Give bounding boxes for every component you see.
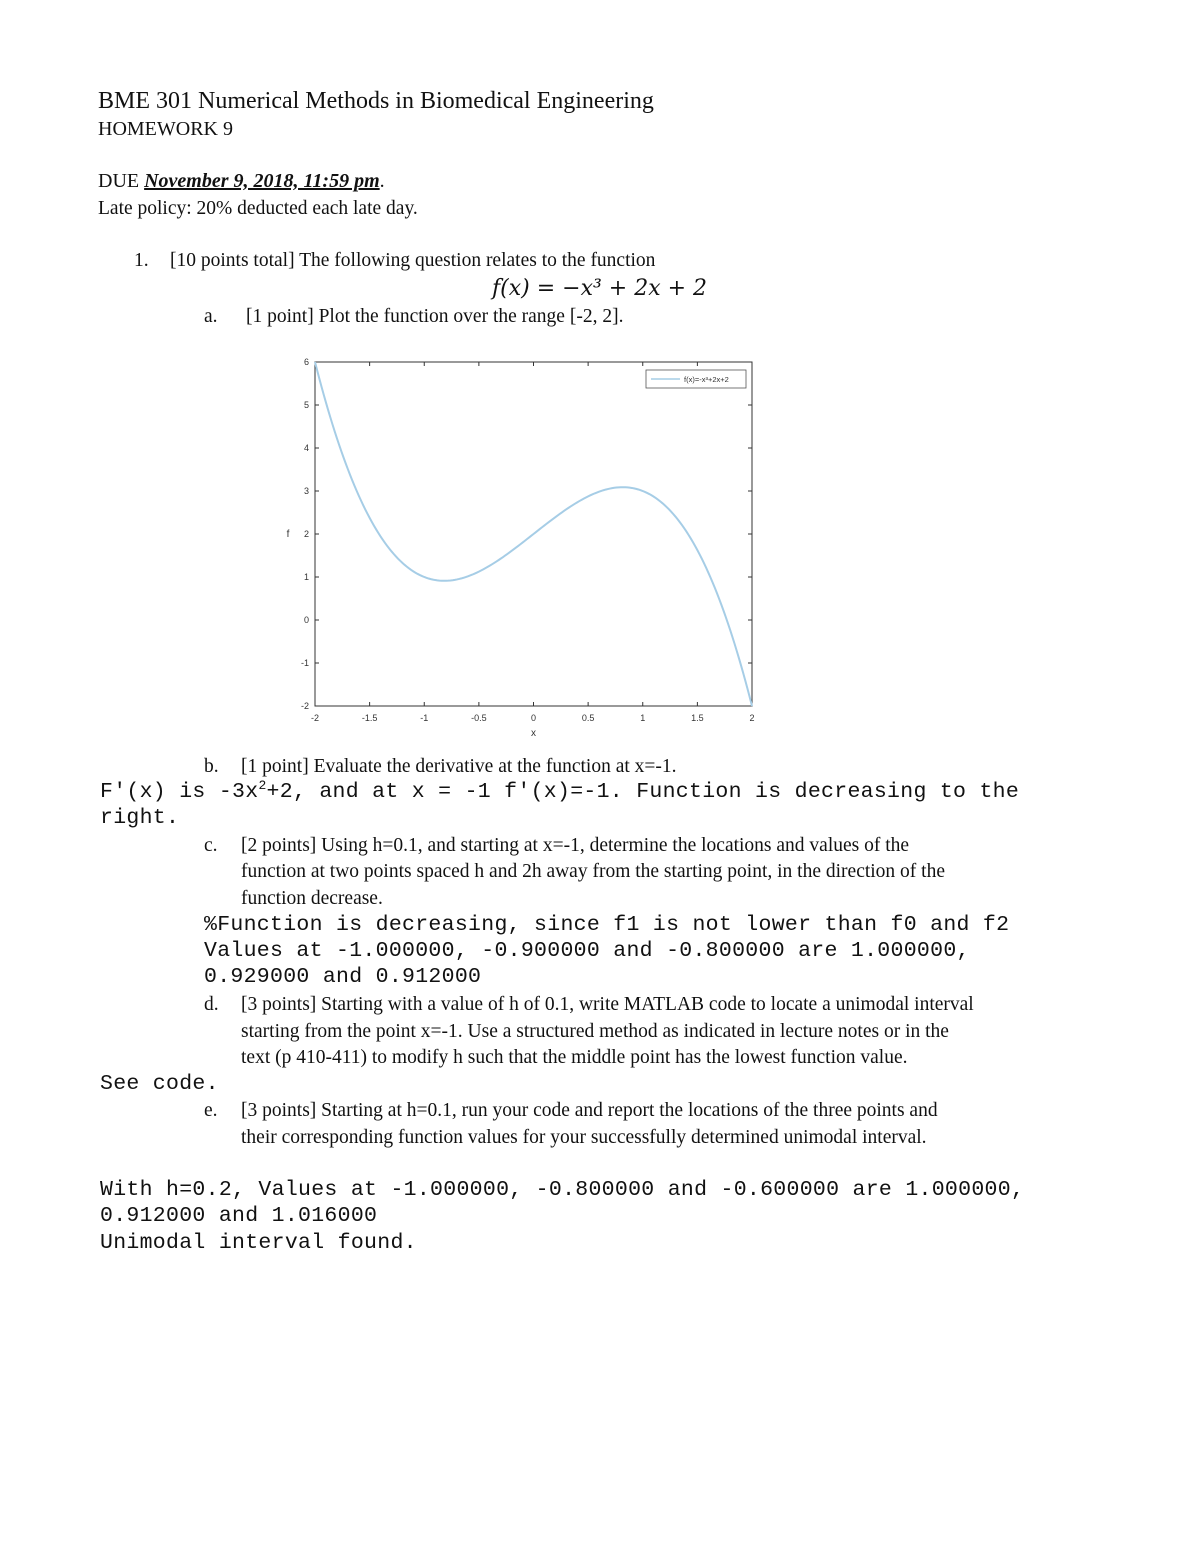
q1d-text-line2: starting from the point x=-1. Use a structured method as indicated in lecture notes or in the (241, 1021, 949, 1042)
y-tick-label: 3 (303, 486, 309, 496)
legend-label: f(x)=-x³+2x+2 (684, 375, 729, 384)
q1b-answer-line1 (100, 777, 1020, 804)
q1d-label: d. (204, 994, 219, 1015)
x-tick-label: 2 (749, 713, 755, 723)
q1e-text-line1: [3 points] Starting at h=0.1, run your code and report the locations of the three points and (241, 1100, 938, 1121)
q1b-answer-pre: F′(x) is -3x (100, 780, 259, 804)
q1c-label: c. (204, 835, 218, 856)
due-line (98, 170, 385, 193)
q1e-label: e. (204, 1100, 218, 1121)
due-suffix: . (379, 170, 385, 192)
y-tick-label: 0 (303, 615, 309, 625)
x-tick-label: -0.5 (471, 713, 487, 723)
y-tick-label: 6 (303, 357, 309, 367)
q1b-text: [1 point] Evaluate the derivative at the function at x=-1. (241, 756, 677, 777)
function-plot (270, 345, 770, 745)
q1b-answer-line2: right. (100, 806, 180, 830)
q1a-label: a. (204, 306, 218, 327)
q1c-answer-line1: %Function is decreasing, since f1 is not lower than f0 and f2 (204, 913, 1010, 937)
y-axis-label: f (286, 529, 290, 540)
q1-text: [10 points total] The following question relates to the function (170, 250, 656, 271)
x-tick-label: 1.5 (691, 713, 704, 723)
due-date: November 9, 2018, 11:59 pm (144, 170, 380, 192)
q1a-text: [1 point] Plot the function over the range [-2, 2]. (246, 306, 624, 327)
x-tick-label: -2 (310, 713, 320, 723)
y-tick-label: 5 (303, 400, 309, 410)
due-prefix: DUE (98, 170, 145, 192)
x-tick-label: 1 (640, 713, 646, 723)
q1d-text-line3: text (p 410-411) to modify h such that the middle point has the lowest function value. (241, 1047, 908, 1068)
q1-equation: f(x) = −x³ + 2x + 2 (492, 276, 708, 301)
q1c-answer-line3: 0.929000 and 0.912000 (204, 965, 482, 989)
x-axis-label: x (531, 728, 536, 739)
y-tick-label: 4 (303, 443, 309, 453)
q1c-text-line3: function decrease. (241, 888, 383, 909)
q1d-text-line1: [3 points] Starting with a value of h of 0.1, write MATLAB code to locate a unimodal interval (241, 994, 974, 1015)
x-tick-label: -1 (420, 713, 429, 723)
x-tick-label: 0.5 (581, 713, 595, 723)
q1e-answer-line3: Unimodal interval found. (100, 1231, 417, 1255)
q1c-answer-line2: Values at -1.000000, -0.900000 and -0.800000 are 1.000000, (204, 939, 970, 963)
q1e-text-line2: their corresponding function values for your successfully determined unimodal interval. (241, 1127, 927, 1148)
course-title: BME 301 Numerical Methods in Biomedical Engineering (98, 88, 654, 114)
x-tick-label: 0 (530, 713, 537, 723)
q1b-answer-post: +2, and at x = -1 f′(x)=-1. Function is decreasing to the (266, 780, 1020, 804)
late-policy: Late policy: 20% deducted each late day. (98, 198, 418, 219)
q1e-answer-line1: With h=0.2, Values at -1.000000, -0.800000 and -0.600000 are 1.000000, (100, 1178, 1025, 1202)
y-tick-label: -2 (300, 701, 309, 711)
y-tick-label: 2 (303, 529, 309, 539)
y-tick-label: 1 (303, 572, 309, 582)
y-tick-label: -1 (300, 658, 309, 668)
q1d-answer: See code. (100, 1072, 219, 1096)
assignment-title: HOMEWORK 9 (98, 118, 233, 140)
q1b-answer-exponent: 2 (258, 777, 267, 793)
q1c-text-line2: function at two points spaced h and 2h away from the starting point, in the direction of the (241, 861, 945, 882)
q1-number: 1. (134, 250, 149, 271)
q1b-label: b. (204, 756, 219, 777)
q1e-answer-line2: 0.912000 and 1.016000 (100, 1204, 378, 1228)
x-tick-label: -1.5 (361, 713, 378, 723)
q1c-text-line1: [2 points] Using h=0.1, and starting at x=-1, determine the locations and values of the (241, 835, 910, 856)
